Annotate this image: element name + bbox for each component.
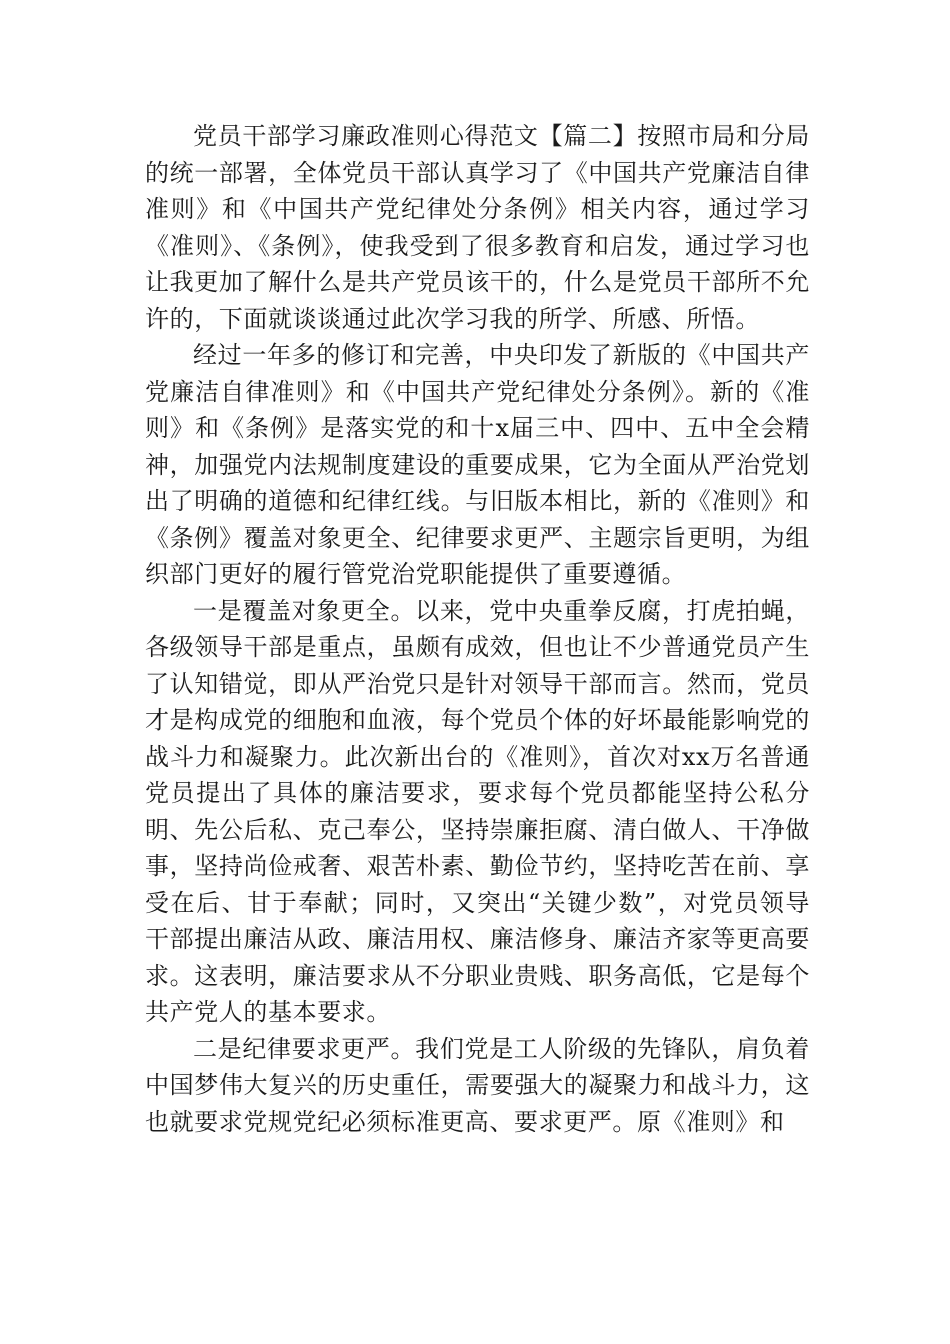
paragraph-intro: 党员干部学习廉政准则心得范文【篇二】按照市局和分局的统一部署，全体党员干部认真学习了《中国共产党廉洁自律准则》和《中国共产党纪律处分条例》相关内容，通过学习《准则》、《条例》，使我受到了很多教育和启发，通过学习也让我更加了解什么是共产党员该干的，什么是党员干部所不允许的，下面就谈谈通过此次学习我的所学、所感、所悟。 [145,122,810,333]
document-body [145,118,810,1140]
paragraph-point-one: 一是覆盖对象更全。以来，党中央重拳反腐，打虎拍蝇，各级领导干部是重点，虽颇有成效，但也让不少普通党员产生了认知错觉，即从严治党只是针对领导干部而言。然而，党员才是构成党的细胞和血液，每个党员个体的好坏最能影响党的战斗力和凝聚力。此次新出台的《准则》，首次对xx万名普通党员提出了具体的廉洁要求，要求每个党员都能坚持公私分明、先公后私、克己奉公，坚持崇廉拒腐、清白做人、干净做事，坚持尚俭戒奢、艰苦朴素、勤俭节约，坚持吃苦在前、享受在后、甘于奉献；同时，又突出“关键少数”，对党员领导干部提出廉洁从政、廉洁用权、廉洁修身、廉洁齐家等更高要求。这表明，廉洁要求从不分职业贵贱、职务高低，它是每个共产党人的基本要求。 [145,596,810,1026]
paragraph-point-two: 二是纪律要求更严。我们党是工人阶级的先锋队，肩负着中国梦伟大复兴的历史重任，需要强大的凝聚力和战斗力，这也就要求党规党纪必须标准更高、要求更严。原《准则》和 [145,1034,810,1136]
paragraph-revision: 经过一年多的修订和完善，中央印发了新版的《中国共产党廉洁自律准则》和《中国共产党纪律处分条例》。新的《准则》和《条例》是落实党的和十x届三中、四中、五中全会精神，加强党内法规制度建设的重要成果，它为全面从严治党划出了明确的道德和纪律红线。与旧版本相比，新的《准则》和《条例》覆盖对象更全、纪律要求更严、主题宗旨更明，为组织部门更好的履行管党治党职能提供了重要遵循。 [145,341,810,588]
